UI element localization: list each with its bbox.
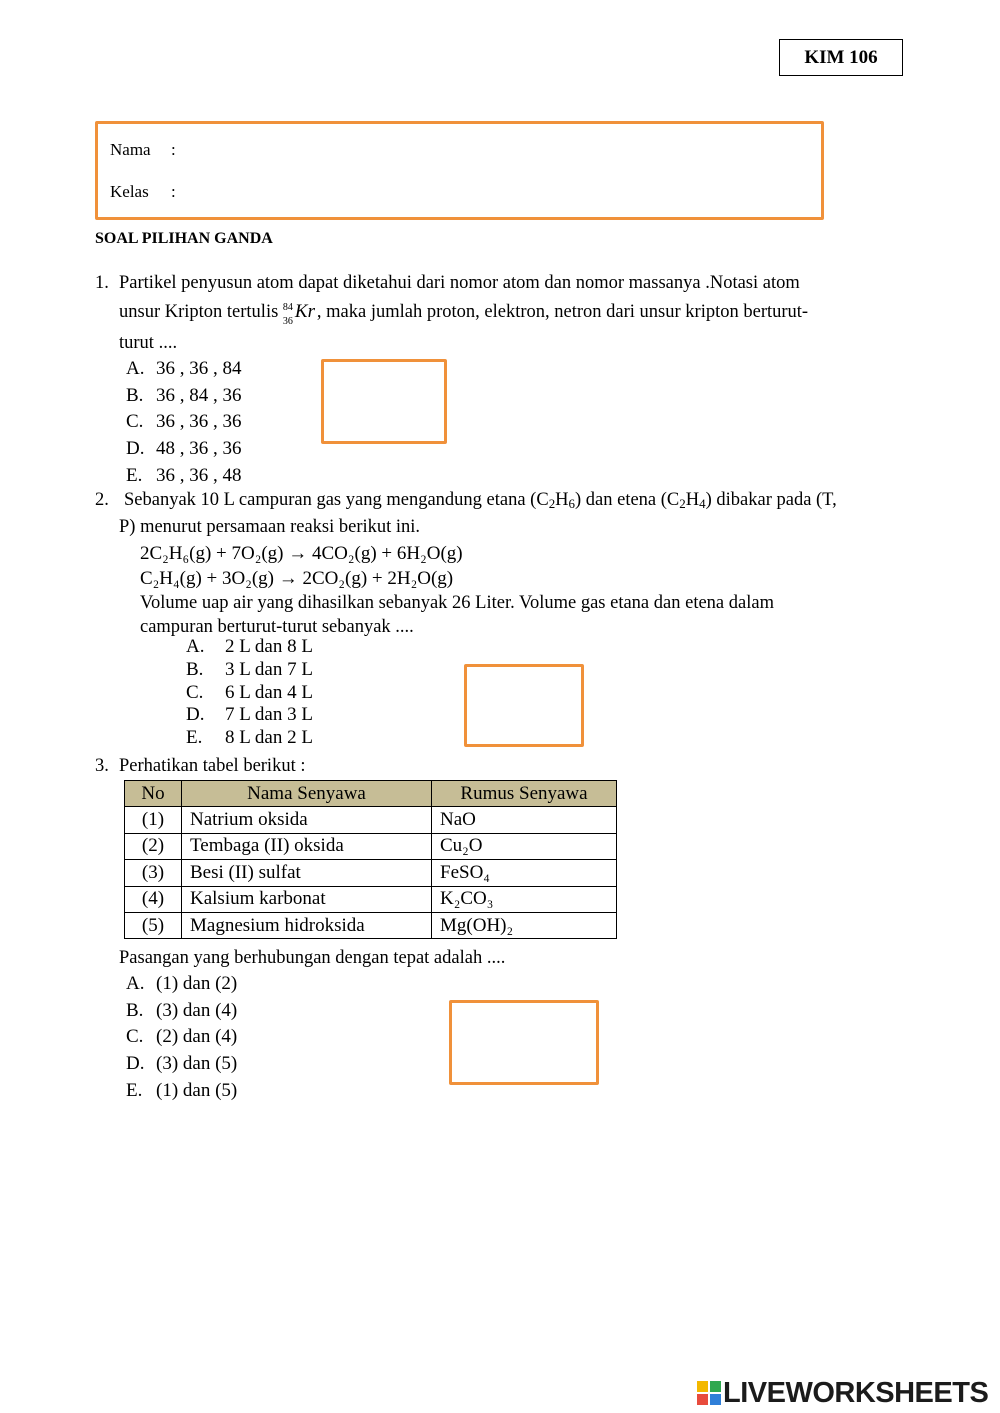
table-row xyxy=(125,807,617,833)
q1-options xyxy=(126,356,242,490)
header-no: No xyxy=(125,781,182,807)
q2-option-b: B. 3 L dan 7 L xyxy=(186,658,313,680)
q3-intro: Perhatikan tabel berikut : xyxy=(119,756,306,776)
compound-table xyxy=(124,780,617,939)
q1-number: 1. xyxy=(95,273,109,293)
q2-option-d: D. 7 L dan 3 L xyxy=(186,704,313,726)
q2-answer-box[interactable] xyxy=(464,664,584,747)
q2-options xyxy=(186,636,313,750)
q3-option-c: C. (2) dan (4) xyxy=(126,1026,238,1048)
mass-number: 84 xyxy=(282,302,293,313)
table-row xyxy=(125,886,617,912)
atomic-number: 36 xyxy=(282,316,293,327)
row-name: Magnesium hidroksida xyxy=(182,912,432,938)
table-row xyxy=(125,912,617,938)
q3-option-d: D. (3) dan (5) xyxy=(126,1053,238,1075)
q2-number: 2. xyxy=(95,490,109,510)
q1-line1: Partikel penyusun atom dapat diketahui dari nomor atom dan nomor massanya .Notasi atom xyxy=(119,273,800,293)
q2-line2: P) menurut persamaan reaksi berikut ini. xyxy=(119,517,421,537)
q1-option-e: E. 36 , 36 , 48 xyxy=(126,464,242,486)
row-formula: FeSO₄ xyxy=(432,860,617,886)
row-formula: Mg(OH)₂ xyxy=(432,912,617,938)
table-header-row xyxy=(125,781,617,807)
class-colon: : xyxy=(171,182,176,201)
row-no: (1) xyxy=(125,807,182,833)
name-label: Nama xyxy=(110,140,151,159)
q3-option-a: A. (1) dan (2) xyxy=(126,973,238,994)
liveworksheets-brand: LIVEWORKSHEETS xyxy=(723,1377,989,1409)
q1-option-c: C. 36 , 36 , 36 xyxy=(126,411,242,433)
q1-line3: turut .... xyxy=(119,333,178,353)
q3-prompt: Pasangan yang berhubungan dengan tepat adalah .... xyxy=(119,948,506,968)
reaction-equation-2: C₂H₄(g) + 3O₂(g) → 2CO₂(g) + 2H₂O(g) xyxy=(140,568,454,589)
row-formula: Cu₂O xyxy=(432,833,617,859)
course-code: KIM 106 xyxy=(779,39,903,76)
q2-line3: Volume uap air yang dihasilkan sebanyak 26 Liter. Volume gas etana dan etena dalam xyxy=(140,593,774,613)
identity-box xyxy=(95,121,824,220)
q2-option-a: A. 2 L dan 8 L xyxy=(186,636,313,657)
q2-option-e: E. 8 L dan 2 L xyxy=(186,727,313,749)
row-no: (5) xyxy=(125,912,182,938)
element-symbol: Kr xyxy=(294,301,315,322)
header-name: Nama Senyawa xyxy=(182,781,432,807)
class-label: Kelas xyxy=(110,182,149,201)
krypton-notation xyxy=(282,297,317,327)
table-row xyxy=(125,860,617,886)
q2-line4: campuran berturut-turut sebanyak .... xyxy=(140,617,414,637)
q2-option-c: C. 6 L dan 4 L xyxy=(186,681,313,703)
q1-option-a: A. 36 , 36 , 84 xyxy=(126,358,242,379)
row-name: Besi (II) sulfat xyxy=(182,860,432,886)
name-colon: : xyxy=(171,140,176,159)
section-title: SOAL PILIHAN GANDA xyxy=(95,230,273,247)
q3-option-e: E. (1) dan (5) xyxy=(126,1079,238,1101)
row-no: (3) xyxy=(125,860,182,886)
row-name: Kalsium karbonat xyxy=(182,886,432,912)
row-formula: NaO xyxy=(432,807,617,833)
table-row xyxy=(125,833,617,859)
q3-options xyxy=(126,971,237,1105)
q2-line1: Sebanyak 10 L campuran gas yang mengandung etana $(C_2H_6)$ dan etena $(C_2H_4)$ dibakar pada (T, xyxy=(124,490,837,512)
liveworksheets-logo-icon xyxy=(697,1381,721,1405)
q1-line2 xyxy=(119,297,808,325)
q1-answer-box[interactable] xyxy=(321,359,447,444)
header-formula: Rumus Senyawa xyxy=(432,781,617,807)
row-formula: K₂CO₃ xyxy=(432,886,617,912)
reaction-equation-1: 2C₂H₆(g) + 7O₂(g) → 4CO₂(g) + 6H₂O(g) xyxy=(140,543,463,564)
q3-number: 3. xyxy=(95,756,109,776)
q1-option-b: B. 36 , 84 , 36 xyxy=(126,384,242,406)
q3-answer-box[interactable] xyxy=(449,1000,599,1085)
q1-option-d: D. 48 , 36 , 36 xyxy=(126,438,242,460)
row-name: Natrium oksida xyxy=(182,807,432,833)
row-no: (2) xyxy=(125,833,182,859)
q1-line2-after: , maka jumlah proton, elektron, netron dari unsur kripton berturut- xyxy=(316,302,809,322)
q3-option-b: B. (3) dan (4) xyxy=(126,999,238,1021)
row-no: (4) xyxy=(125,886,182,912)
q1-line2-before: unsur Kripton tertulis xyxy=(119,302,279,322)
row-name: Tembaga (II) oksida xyxy=(182,833,432,859)
